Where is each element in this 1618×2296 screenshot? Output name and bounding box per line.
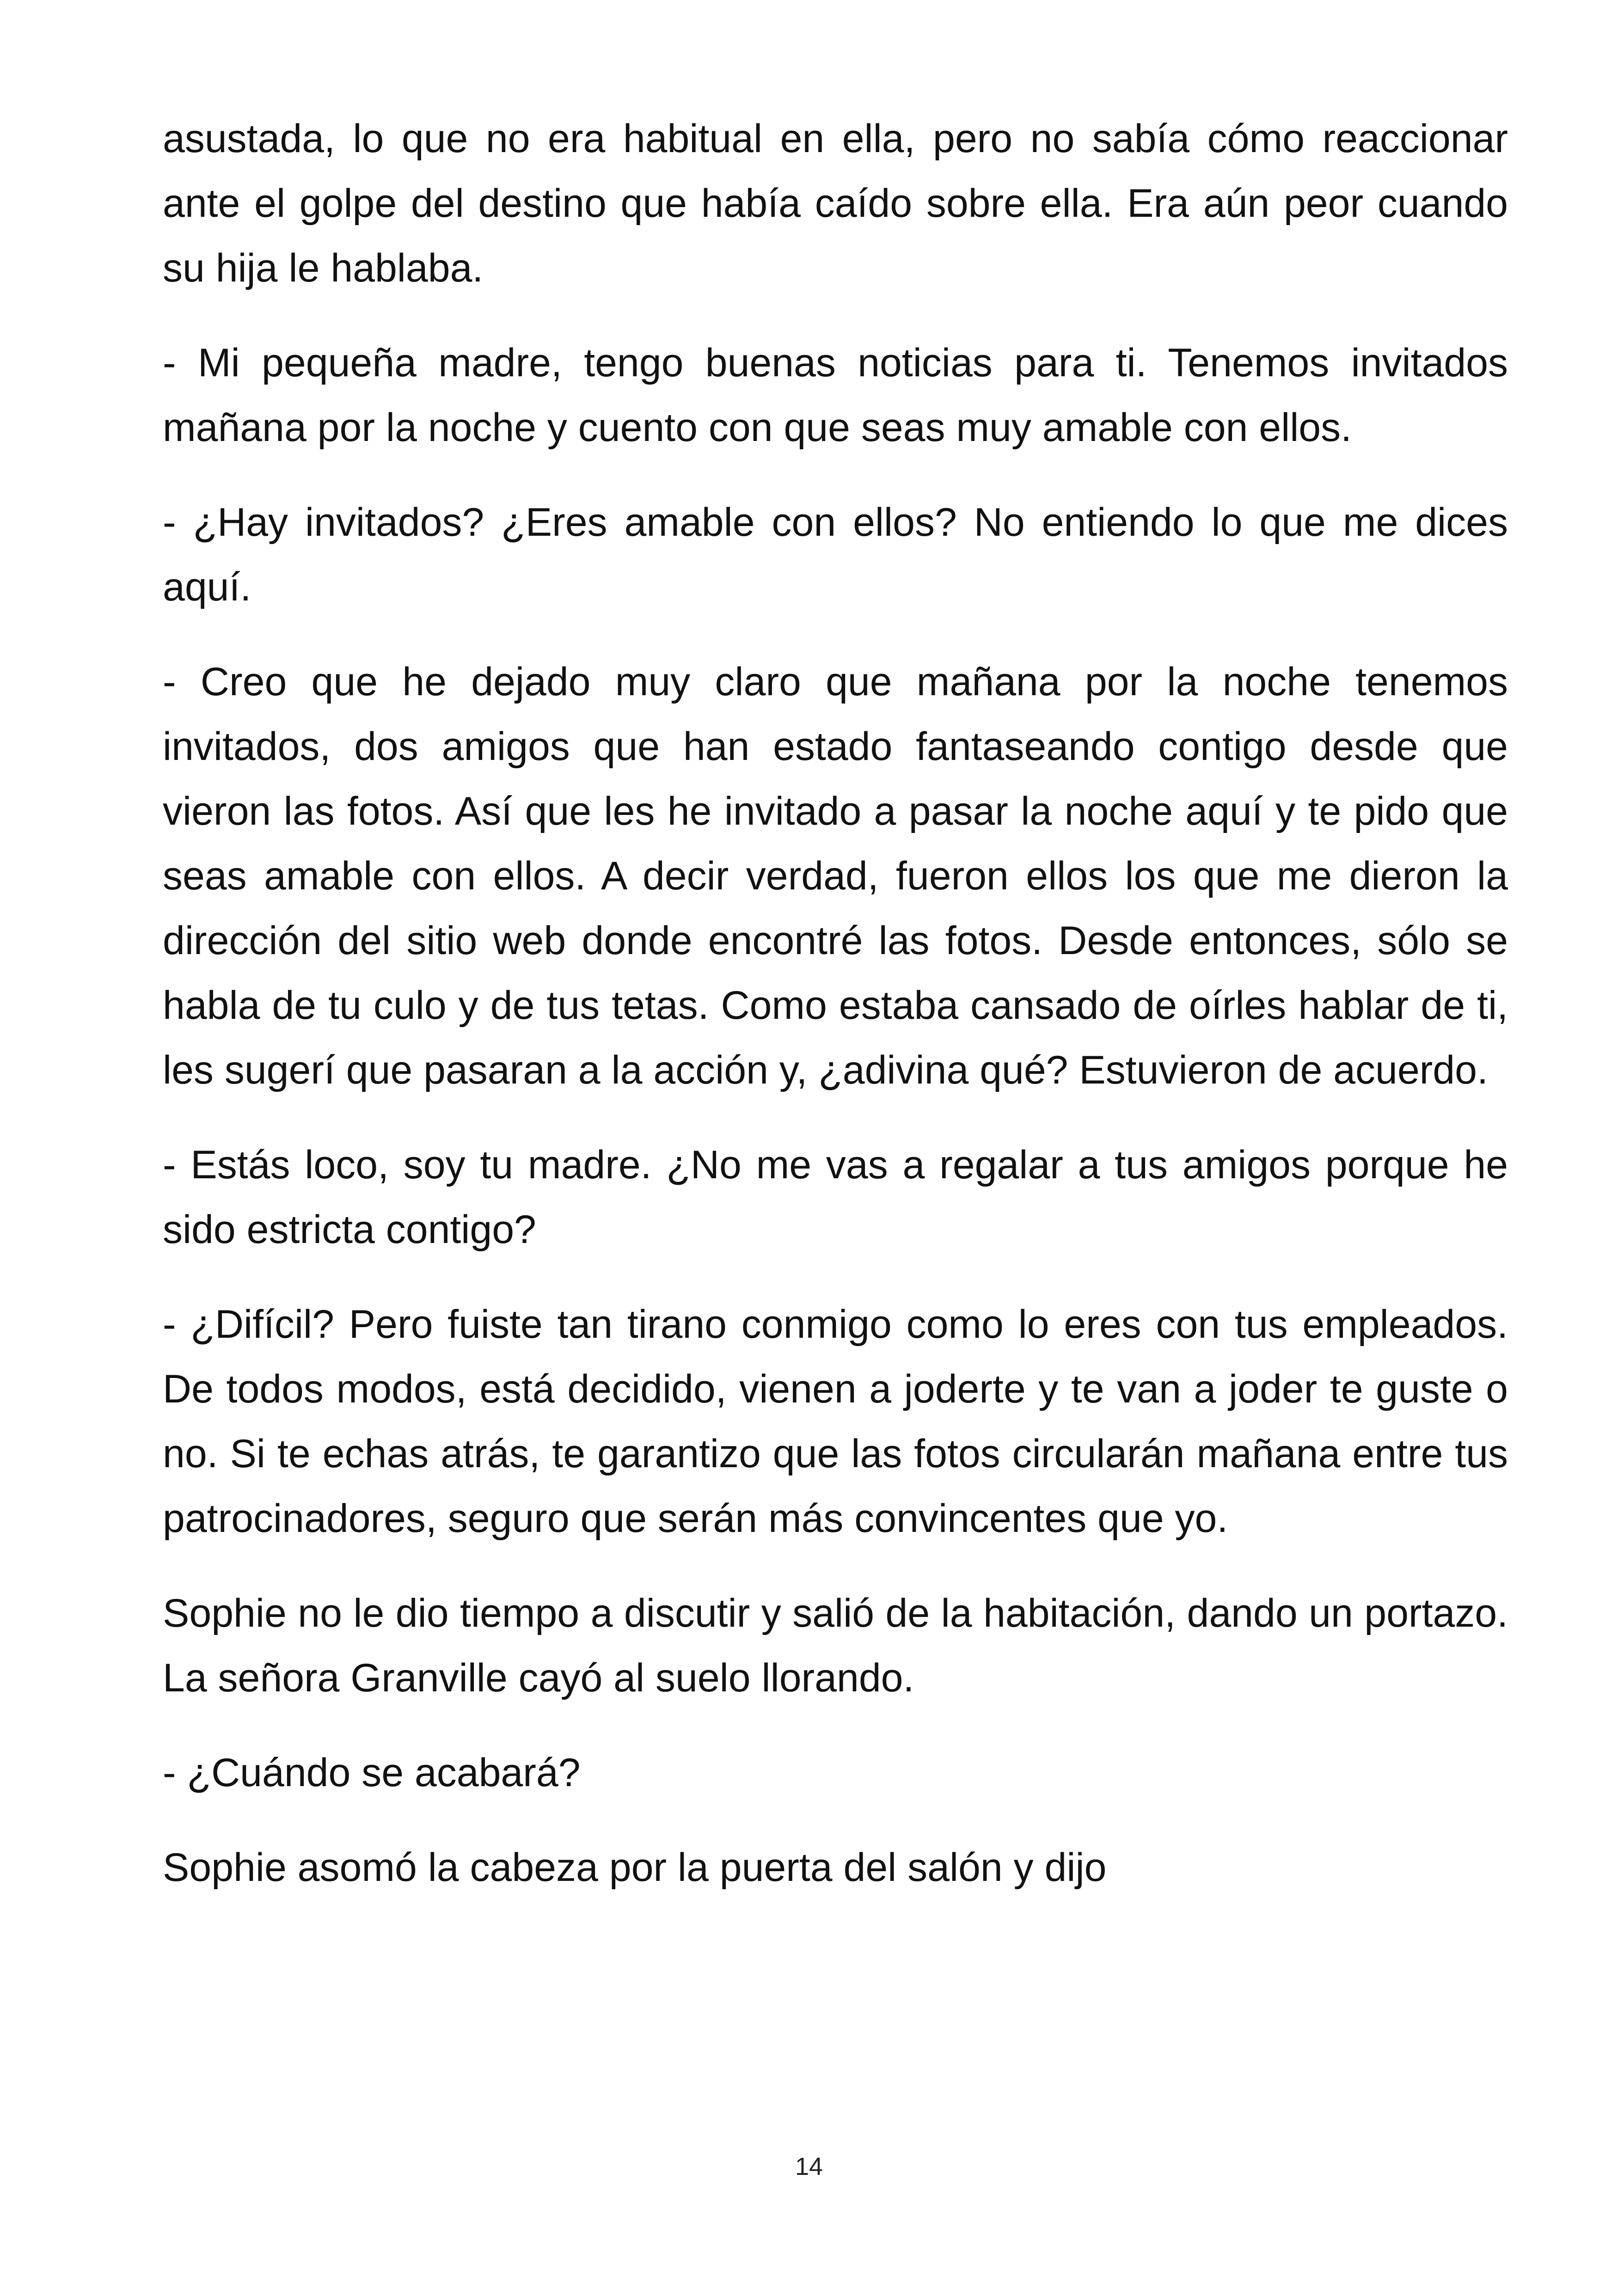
paragraph-7: Sophie no le dio tiempo a discutir y salió de la habitación, dando un portazo. La señora Granville cayó al suelo llorando. [163,1591,1508,1700]
paragraph-2: - Mi pequeña madre, tengo buenas noticias para ti. Tenemos invitados mañana por la noche y cuento con que seas muy amable con ellos. [163,341,1508,450]
paragraph-9: Sophie asomó la cabeza por la puerta del salón y dijo [163,1845,1107,1890]
page-number: 14 [795,2153,823,2180]
paragraph-4: - Creo que he dejado muy claro que mañana por la noche tenemos invitados, dos amigos que han estado fantaseando contigo desde que vieron las fotos. Así que les he invitado a pasar la noche aquí y te pido que seas amable con ellos. A decir verdad, fueron ellos los que me dieron la dirección del sitio web donde encontré las fotos. Desde entonces, sólo se habla de tu culo y de tus tetas. Como estaba cansado de oírles hablar de ti, les sugerí que pasaran a la acción y, ¿adivina qué? Estuvieron de acuerdo. [163,660,1508,1092]
paragraph-3: - ¿Hay invitados? ¿Eres amable con ellos? No entiendo lo que me dices aquí. [163,500,1508,609]
paragraph-5: - Estás loco, soy tu madre. ¿No me vas a regalar a tus amigos porque he sido estricta contigo? [163,1143,1508,1252]
paragraph-6: - ¿Difícil? Pero fuiste tan tirano conmigo como lo eres con tus empleados. De todos modos, está decidido, vienen a joderte y te van a joder te guste o no. Si te echas atrás, te garantizo que las fotos circularán mañana entre tus patrocinadores, seguro que serán más convincentes que yo. [163,1302,1508,1541]
paragraph-1: asustada, lo que no era habitual en ella, pero no sabía cómo reaccionar ante el golpe del destino que había caído sobre ella. Era aún peor cuando su hija le hablaba. [163,116,1508,290]
paragraph-8: - ¿Cuándo se acabará? [163,1751,581,1795]
body-text [163,106,1508,1930]
